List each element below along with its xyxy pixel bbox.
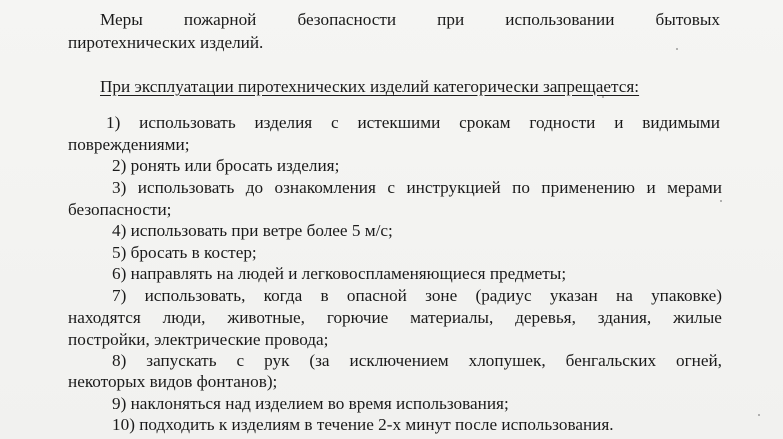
title-word: бытовых	[655, 10, 720, 29]
list-item-3-line-1: 3) использовать до ознакомления с инструкцией по применению и мерами	[112, 178, 722, 197]
list-item-9: 9) наклоняться над изделием во время использования;	[112, 394, 509, 413]
title-word: пожарной	[183, 10, 257, 29]
title-word: Меры	[100, 10, 143, 29]
scan-speck	[602, 96, 604, 98]
list-item-7-line-2: находятся люди, животные, горючие материалы, деревья, здания, жилые	[68, 308, 722, 327]
list-item-1-line-2: повреждениями;	[68, 135, 190, 154]
list-item-10: 10) подходить к изделиям в течение 2-х минут после использования.	[112, 415, 614, 434]
list-item-1-line-1: 1) использовать изделия с истекшими срокам годности и видимыми	[106, 113, 720, 132]
title-line-2: пиротехнических изделий.	[68, 33, 264, 52]
list-item-4: 4) использовать при ветре более 5 м/с;	[112, 221, 393, 240]
list-item-7-line-3: постройки, электрические провода;	[68, 330, 329, 349]
list-item-2: 2) ронять или бросать изделия;	[112, 156, 340, 175]
list-item-8-line-1: 8) запускать с рук (за исключением хлопушек, бенгальских огней,	[112, 351, 722, 370]
list-item-6: 6) направлять на людей и легковоспламеняющиеся предметы;	[112, 264, 567, 283]
list-item-3-line-2: безопасности;	[68, 200, 172, 219]
title-word: безопасности	[297, 10, 397, 29]
title-word: использовании	[505, 10, 615, 29]
list-item-8-line-2: некоторых видов фонтанов);	[68, 372, 278, 391]
subheading: При эксплуатации пиротехнических изделий категорически запрещается:	[100, 77, 640, 96]
scan-speck	[720, 200, 722, 202]
scan-speck	[676, 48, 678, 50]
title-word: при	[437, 10, 465, 29]
list-item-7-line-1: 7) использовать, когда в опасной зоне (радиус указан на упаковке)	[112, 286, 722, 305]
title-line-1	[100, 10, 720, 30]
scan-speck	[758, 414, 760, 416]
list-item-5: 5) бросать в костер;	[112, 243, 257, 262]
